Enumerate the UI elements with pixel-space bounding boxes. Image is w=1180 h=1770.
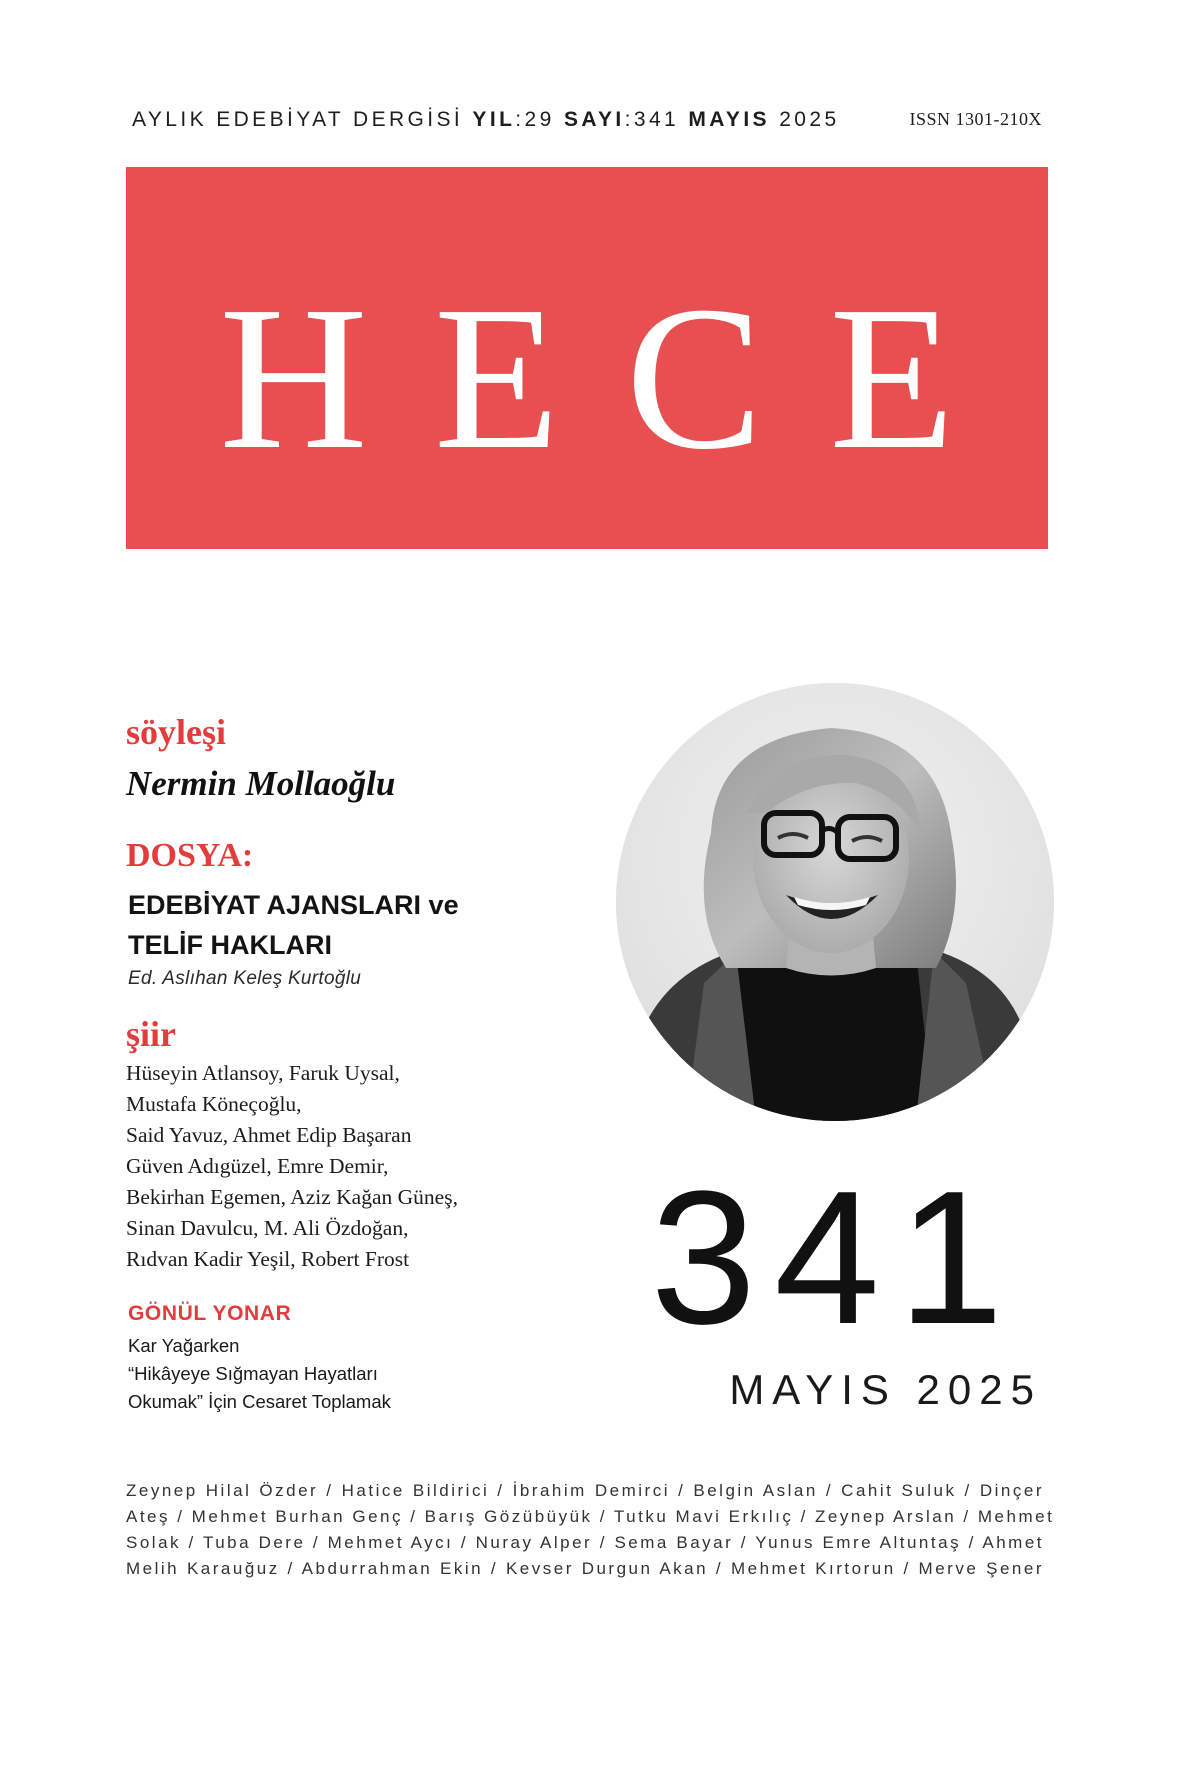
magazine-descriptor: AYLIK EDEBİYAT DERGİSİ	[132, 108, 464, 131]
poetry-line: Sinan Davulcu, M. Ali Özdoğan,	[126, 1216, 409, 1240]
contributors-line: Melih Karauğuz / Abdurrahman Ekin / Kevser Durgun Akan / Mehmet Kırtorun / Merve Şener	[126, 1559, 1044, 1578]
issue-number: 341	[650, 1152, 1022, 1364]
contributors-line: Solak / Tuba Dere / Mehmet Aycı / Nuray Alper / Sema Bayar / Yunus Emre Altuntaş / Ahmet	[126, 1533, 1044, 1552]
header-year: 2025	[779, 108, 840, 131]
dossier-heading: DOSYA:	[126, 837, 254, 874]
year-label: YIL	[472, 108, 516, 131]
poetry-line: Hüseyin Atlansoy, Faruk Uysal,	[126, 1061, 400, 1085]
header-month: MAYIS	[688, 108, 770, 131]
feature-titles	[128, 1332, 391, 1416]
contributors-list	[126, 1478, 1055, 1582]
dossier-title-line-1: EDEBİYAT AJANSLARI ve	[128, 890, 459, 920]
interview-heading: söyleşi	[126, 712, 227, 752]
feature-line: “Hikâyeye Sığmayan Hayatları	[128, 1363, 378, 1384]
header-info-line	[132, 108, 1042, 144]
contributors-line: Zeynep Hilal Özder / Hatice Bildirici / İbrahim Demirci / Belgin Aslan / Cahit Suluk / Dinçer	[126, 1481, 1044, 1500]
issn: ISSN 1301-210X	[909, 109, 1042, 129]
issue-label: SAYI	[563, 108, 625, 131]
dossier-title	[128, 885, 459, 965]
dossier-title-line-2: TELİF HAKLARI	[128, 930, 332, 960]
issue-date: MAYIS 2025	[729, 1366, 1042, 1413]
portrait-photo	[616, 683, 1054, 1121]
dossier-editor: Ed. Aslıhan Keleş Kurtoğlu	[128, 968, 362, 989]
poetry-line: Rıdvan Kadir Yeşil, Robert Frost	[126, 1247, 410, 1271]
portrait-illustration	[616, 683, 1054, 1121]
magazine-title: HECE	[219, 263, 1021, 492]
poetry-line: Mustafa Köneçoğlu,	[126, 1092, 302, 1116]
masthead	[126, 167, 1048, 549]
contributors-line: Ateş / Mehmet Burhan Genç / Barış Gözübüyük / Tutku Mavi Erkılıç / Zeynep Arslan / Mehmet	[126, 1507, 1055, 1526]
poetry-line: Bekirhan Egemen, Aziz Kağan Güneş,	[126, 1185, 458, 1209]
year-value: :29	[515, 108, 555, 131]
interview-name: Nermin Mollaoğlu	[126, 764, 396, 803]
poetry-line: Güven Adıgüzel, Emre Demir,	[126, 1154, 389, 1178]
issue-value: :341	[624, 108, 680, 131]
feature-line: Kar Yağarken	[128, 1335, 240, 1356]
poetry-list	[126, 1058, 526, 1275]
feature-author: GÖNÜL YONAR	[128, 1302, 292, 1325]
poetry-heading: şiir	[126, 1014, 176, 1054]
poetry-line: Said Yavuz, Ahmet Edip Başaran	[126, 1123, 412, 1147]
feature-line: Okumak” İçin Cesaret Toplamak	[128, 1391, 391, 1412]
